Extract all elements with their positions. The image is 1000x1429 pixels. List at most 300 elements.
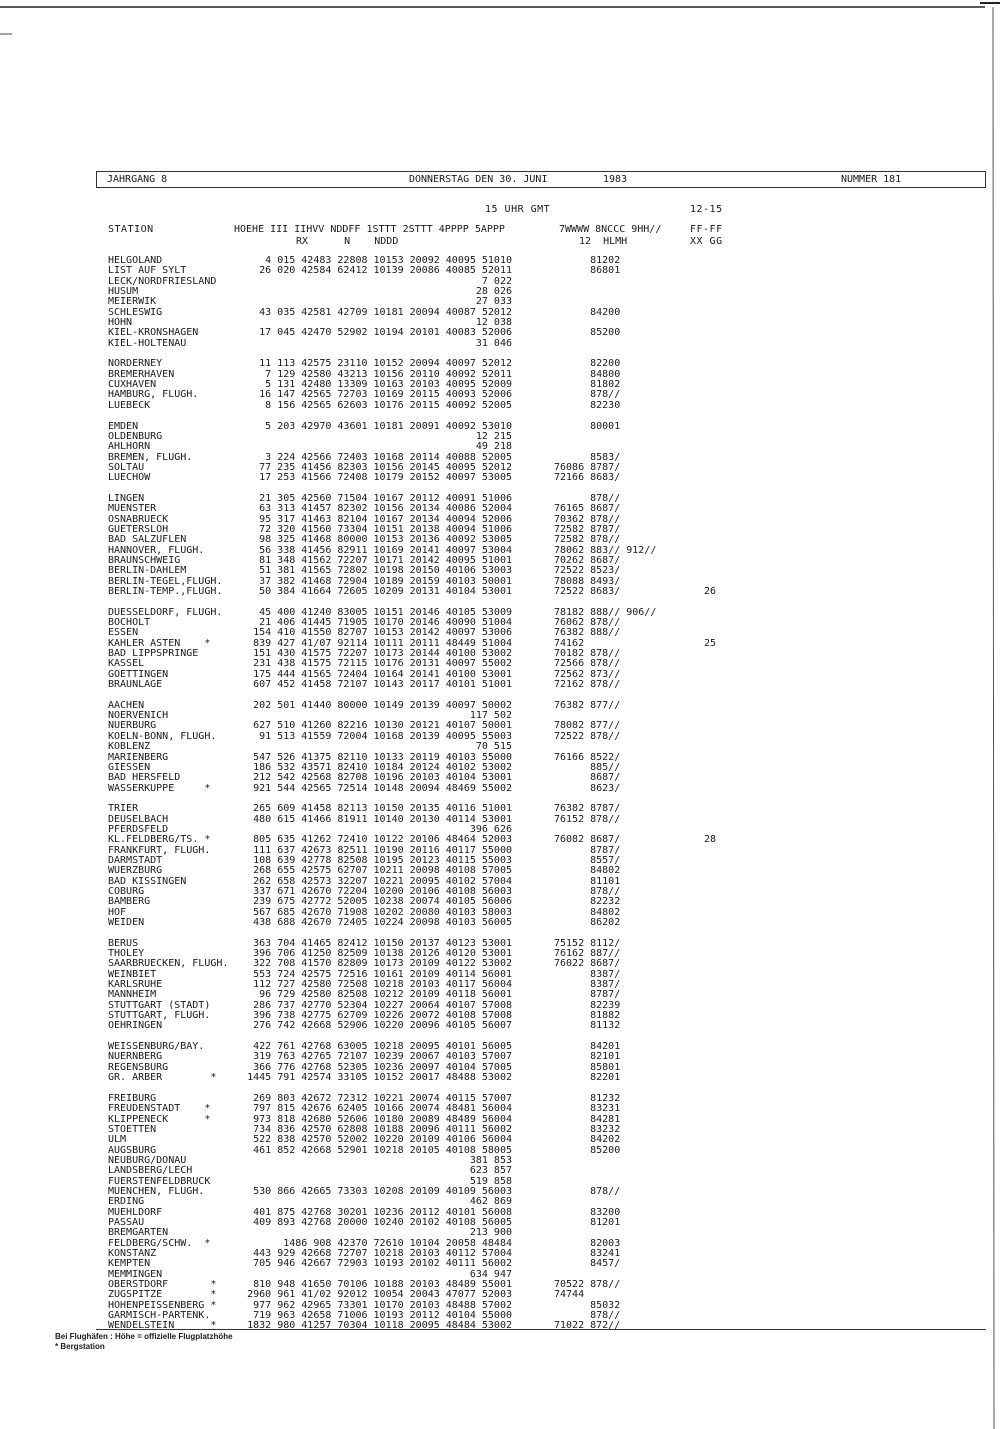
station-ff: [704, 784, 716, 794]
station-ff: [704, 308, 716, 318]
station-obs: 396 706 41250 82509 10138 20126 40120 53001: [253, 948, 512, 960]
station-extra: 76152 878//: [554, 813, 621, 825]
station-ff: [704, 1166, 716, 1176]
station-extra: 81882: [554, 1010, 621, 1022]
station-ff: [704, 1239, 716, 1249]
station-name: NOERVENICH: [108, 710, 169, 722]
station-ff: [704, 1259, 716, 1269]
station-ff: [704, 1311, 716, 1321]
station-obs: 72 320 41560 73304 10151 20138 40094 51006: [259, 523, 512, 535]
station-obs: 265 609 41458 82113 10150 20135 40116 51001: [253, 803, 512, 815]
station-ff: [704, 442, 716, 452]
station-obs: 530 866 42665 73303 10208 20109 40109 56003: [253, 1185, 512, 1197]
station-ff: [704, 432, 716, 442]
station-extra: 76022 8687/: [554, 958, 621, 970]
station-name: FREUDENSTADT *: [108, 1103, 211, 1115]
station-obs: 2960 961 41/02 92012 10054 20043 47077 52003: [247, 1289, 512, 1301]
station-ff: [704, 380, 716, 390]
station-obs: 438 688 42670 72405 10224 20098 40103 56005: [253, 917, 512, 928]
station-name: KIEL-HOLTENAU: [108, 337, 187, 349]
station-name: KL.FELDBERG/TS. *: [108, 834, 211, 846]
station-ff: [704, 959, 716, 969]
station-extra: 72166 8683/: [554, 472, 621, 484]
station-ff: [704, 1187, 716, 1197]
station-ff: [704, 1280, 716, 1290]
station-ff: [704, 1042, 716, 1052]
station-obs: 17 253 41566 72408 10179 20152 40097 53005: [259, 472, 512, 484]
station-name: DUESSELDORF, FLUGH.: [108, 606, 223, 618]
station-name: CUXHAVEN: [108, 379, 157, 391]
station-ff: [704, 1218, 716, 1228]
station-obs: 43 035 42581 42709 10181 20094 40087 52012: [259, 306, 512, 318]
station-ff: [704, 732, 716, 742]
station-ff: [704, 401, 716, 411]
station-ff: [704, 990, 716, 1000]
station-extra: 82101: [554, 1051, 621, 1063]
station-extra: 81202: [554, 255, 621, 266]
station-ff: [704, 256, 716, 266]
station-extra: 72562 873//: [554, 668, 621, 680]
station-name: FUERSTENFELDBRUCK: [108, 1175, 211, 1187]
station-extra: 8557/: [554, 854, 621, 866]
station-obs: 322 708 41570 82809 10173 20109 40122 53002: [253, 958, 512, 970]
station-ff: [704, 701, 716, 711]
station-obs: 805 635 41262 72410 10122 20106 48464 52003: [253, 834, 512, 846]
station-extra: 74162: [554, 637, 585, 649]
station-ff: [704, 494, 716, 504]
station-name: BAD SALZUFLEN: [108, 534, 187, 546]
station-obs: 1486 908 42370 72610 10104 20058 48484: [283, 1237, 512, 1249]
footnote-mountain: * Bergstation: [55, 1342, 105, 1351]
station-extra: 70362 878//: [554, 513, 621, 525]
station-extra: 72582 878//: [554, 534, 621, 546]
station-extra: 8583/: [554, 451, 621, 463]
station-header: STATION: [108, 224, 154, 235]
station-obs: 337 671 42670 72204 10200 20106 40108 56003: [253, 885, 512, 897]
station-name: HANNOVER, FLUGH.: [108, 544, 205, 556]
station-obs: 50 384 41664 72605 10209 20131 40104 53001: [259, 586, 512, 597]
station-extra: 72566 878//: [554, 658, 621, 670]
station-ff: [704, 525, 716, 535]
station-obs: 396 738 42775 62709 10226 20072 40108 57008: [253, 1010, 512, 1022]
station-obs: 276 742 42668 52906 10220 20096 40105 56007: [253, 1020, 512, 1032]
station-extra: 8457/: [554, 1258, 621, 1270]
station-name: PASSAU: [108, 1216, 145, 1228]
station-ff: [704, 908, 716, 918]
station-ff: [704, 1301, 716, 1311]
station-name: REGENSBURG: [108, 1061, 169, 1073]
station-obs: 12 215: [475, 430, 512, 442]
station-ff: [704, 1197, 716, 1207]
station-name: BERUS: [108, 937, 139, 949]
station-name: BREMEN, FLUGH.: [108, 451, 193, 463]
station-obs: 7 022: [481, 275, 512, 287]
station-name: MUENCHEN, FLUGH.: [108, 1185, 205, 1197]
header-box: [96, 171, 986, 188]
station-name: GUETERSLOH: [108, 523, 169, 535]
station-ff: [704, 266, 716, 276]
station-name: ERDING: [108, 1196, 145, 1208]
station-obs: 27 033: [475, 296, 512, 308]
station-obs: 95 317 41463 82104 10167 20134 40094 52006: [259, 513, 512, 525]
station-obs: 973 818 42680 52606 10180 20089 48489 56004: [253, 1113, 512, 1125]
station-obs: 567 685 42670 71908 10202 20080 40103 58003: [253, 906, 512, 918]
station-name: FRANKFURT, FLUGH.: [108, 844, 211, 856]
station-name: KONSTANZ: [108, 1248, 157, 1259]
station-extra: 85032: [554, 1299, 621, 1311]
station-ff: [704, 1208, 716, 1218]
station-extra: 76165 8687/: [554, 503, 621, 515]
station-obs: 21 406 41445 71905 10170 20146 40090 51004: [259, 617, 512, 629]
station-extra: 85801: [554, 1061, 621, 1073]
station-name: AACHEN: [108, 699, 145, 711]
station-extra: 70182 878//: [554, 648, 621, 660]
station-obs: 810 948 41650 70106 10188 20103 48489 55001: [253, 1279, 512, 1291]
station-extra: 878//: [554, 885, 621, 897]
time-label: 15 UHR GMT: [485, 204, 551, 215]
station-name: THOLEY: [108, 948, 145, 960]
station-extra: 76166 8522/: [554, 751, 621, 763]
station-obs: 623 857: [469, 1165, 512, 1177]
station-extra: 8687/: [554, 772, 621, 784]
station-extra: 86801: [554, 265, 621, 277]
station-extra: 76062 878//: [554, 617, 621, 629]
station-name: ULM: [108, 1134, 127, 1146]
station-ff: [704, 1104, 716, 1114]
station-obs: 522 838 42570 52002 10220 20109 40106 56004: [253, 1134, 512, 1146]
code-header-line1: HOEHE III IIHVV NDDFF 1STTT 2STTT 4PPPP 5APPP: [234, 224, 505, 235]
station-name: LUECHOW: [108, 472, 151, 484]
station-obs: 396 626: [469, 823, 512, 835]
station-extra: [554, 339, 656, 349]
station-ff: [704, 359, 716, 369]
code-header-line2b: 12 HLMH: [579, 236, 628, 247]
station-name: ESSEN: [108, 627, 139, 639]
station-name: BAD KISSINGEN: [108, 875, 187, 887]
station-extra: [554, 742, 656, 752]
station-extra: 8787/: [554, 989, 621, 1001]
station-name: DARMSTADT: [108, 854, 163, 866]
station-ff: 26: [704, 586, 717, 597]
station-name: GIESSEN: [108, 761, 151, 773]
station-ff: [704, 1321, 716, 1331]
station-ff: [704, 721, 716, 731]
station-extra: 72522 8683/: [554, 586, 621, 597]
station-obs: 734 836 42570 62808 10188 20096 40111 56002: [253, 1123, 512, 1135]
station-name: AHLHORN: [108, 441, 151, 453]
station-obs: 5 203 42970 43601 10181 20091 40092 53010: [265, 420, 512, 432]
station-name: NEUBURG/DONAU: [108, 1154, 187, 1166]
station-obs: 112 727 42580 72508 10218 20103 40117 56004: [253, 979, 512, 991]
station-obs: 151 430 41575 72207 10173 20144 40100 53002: [253, 648, 512, 660]
station-name: LINGEN: [108, 492, 145, 504]
station-name: GOETTINGEN: [108, 668, 169, 680]
station-name: GR. ARBER *: [108, 1072, 217, 1084]
station-ff: [704, 473, 716, 483]
station-name: HAMBURG, FLUGH.: [108, 389, 199, 401]
station-ff: [704, 939, 716, 949]
station-obs: 37 382 41468 72904 10189 20159 40103 50001: [259, 575, 512, 587]
station-name: BERLIN-TEMP.,FLUGH.: [108, 586, 223, 597]
station-obs: 63 313 41457 82302 10156 20134 40086 52004: [259, 503, 512, 515]
station-obs: 91 513 41559 72004 10168 20139 40095 55003: [259, 730, 512, 742]
station-extra: 878//: [554, 1185, 621, 1197]
station-name: HOHN: [108, 317, 133, 329]
station-extra: 83241: [554, 1248, 621, 1259]
station-ff: [704, 763, 716, 773]
station-obs: 422 761 42768 63005 10218 20095 40101 56005: [253, 1041, 512, 1053]
station-obs: 239 675 42772 52005 10238 20074 40105 56006: [253, 896, 512, 908]
station-obs: 212 542 42568 82708 10196 20103 40104 53001: [253, 772, 512, 784]
station-extra: [554, 442, 656, 452]
station-extra: [554, 1156, 656, 1166]
station-name: MEMMINGEN: [108, 1268, 163, 1280]
station-obs: 401 875 42768 30201 10236 20112 40101 56008: [253, 1206, 512, 1218]
station-name: STUTTGART, FLUGH.: [108, 1010, 211, 1022]
footnote-airports: Bei Flughäfen : Höhe = offizielle Flugplatzhöhe: [55, 1332, 233, 1341]
time-range: 12-15: [690, 204, 723, 215]
station-extra: 78088 8493/: [554, 575, 621, 587]
station-ff: [704, 1001, 716, 1011]
station-extra: 878//: [554, 1310, 621, 1322]
station-obs: 17 045 42470 52902 10194 20101 40083 52006: [259, 327, 512, 339]
station-extra: 76162 887//: [554, 948, 621, 960]
station-name: OLDENBURG: [108, 430, 163, 442]
station-name: LECK/NORDFRIESLAND: [108, 275, 217, 287]
station-extra: 81101: [554, 875, 621, 887]
station-obs: 269 803 42672 72312 10221 20074 40115 57007: [253, 1092, 512, 1104]
station-obs: 49 218: [475, 441, 512, 453]
station-obs: 797 815 42676 62405 10166 20074 48481 56004: [253, 1103, 512, 1115]
station-extra: 74744: [554, 1289, 585, 1301]
station-ff: [704, 742, 716, 752]
station-extra: 75152 8112/: [554, 937, 621, 949]
station-ff: [704, 318, 716, 328]
station-ff: [704, 1021, 716, 1031]
station-ff: [704, 546, 716, 556]
station-name: WEISSENBURG/BAY.: [108, 1041, 205, 1053]
station-obs: 461 852 42668 52901 10218 20105 40108 58005: [253, 1144, 512, 1156]
station-ff: [704, 773, 716, 783]
station-ff: [704, 1125, 716, 1135]
station-obs: 1832 980 41257 70304 10118 20095 48484 53002: [247, 1320, 512, 1332]
station-obs: 111 637 42673 82511 10190 20116 40117 55000: [253, 844, 512, 856]
station-name: WUERZBURG: [108, 865, 163, 877]
station-ff: [704, 1156, 716, 1166]
station-obs: 16 147 42565 72703 10169 20115 40093 52006: [259, 389, 512, 401]
station-name: HELGOLAND: [108, 255, 163, 266]
station-obs: 231 438 41575 72115 10176 20131 40097 55002: [253, 658, 512, 670]
station-name: HUSUM: [108, 286, 139, 298]
station-ff: [704, 711, 716, 721]
station-obs: 480 615 41466 81911 10140 20130 40114 53001: [253, 813, 512, 825]
station-obs: 8 156 42565 62603 10176 20115 40092 52005: [265, 399, 512, 411]
station-obs: 443 929 42668 72707 10218 20103 40112 57004: [253, 1248, 512, 1259]
station-ff: 25: [704, 637, 717, 649]
station-name: MUENSTER: [108, 503, 157, 515]
station-extra: 84800: [554, 368, 621, 380]
station-extra: [554, 287, 656, 297]
station-ff: [704, 846, 716, 856]
station-obs: 977 962 42965 73301 10170 20103 48488 57002: [253, 1299, 512, 1311]
code-header-line2: RX N NDDD: [296, 236, 399, 247]
station-obs: 70 515: [475, 741, 512, 753]
station-ff: [704, 887, 716, 897]
observation-column: [232, 256, 512, 1332]
station-ff: [704, 753, 716, 763]
station-obs: 213 900: [469, 1227, 512, 1239]
year: 1983: [603, 174, 628, 185]
station-extra: 82239: [554, 999, 621, 1011]
station-ff: [704, 866, 716, 876]
station-name: SAARBRUECKEN, FLUGH.: [108, 958, 229, 970]
station-name: LIST AUF SYLT: [108, 265, 187, 277]
station-obs: 627 510 41260 82216 10130 20121 40107 50001: [253, 720, 512, 732]
station-ff: [704, 949, 716, 959]
station-obs: 4 015 42483 22808 10153 20092 40095 51010: [265, 255, 512, 266]
station-name: SCHLESWIG: [108, 306, 163, 318]
station-extra: 80001: [554, 420, 621, 432]
station-ff: [704, 339, 716, 349]
station-name: WEINBIET: [108, 968, 157, 980]
station-obs: 175 444 41565 72404 10164 20141 40100 53001: [253, 668, 512, 680]
station-ff: [704, 1270, 716, 1280]
station-obs: 11 113 42575 23110 10152 20094 40097 52012: [259, 358, 512, 370]
station-extra: 885//: [554, 761, 621, 773]
station-extra: 878//: [554, 492, 621, 504]
station-column: [108, 256, 228, 1332]
station-obs: 81 348 41562 72207 10171 20142 40095 51001: [259, 554, 512, 566]
station-obs: 26 020 42584 62412 10139 20086 40085 52011: [259, 265, 512, 277]
station-obs: 21 305 42560 71504 10167 20112 40091 51006: [259, 492, 512, 504]
station-ff: [704, 670, 716, 680]
station-extra: 81232: [554, 1092, 621, 1104]
station-name: GARMISCH-PARTENK.: [108, 1310, 211, 1322]
station-obs: 366 776 42768 52305 10236 20097 40104 57005: [253, 1061, 512, 1073]
station-name: FELDBERG/SCHW. *: [108, 1237, 211, 1249]
station-obs: 319 763 42765 72107 10239 20067 40103 57007: [253, 1051, 512, 1063]
ff-header-1: FF-FF: [690, 224, 723, 235]
station-extra: 81201: [554, 1216, 621, 1228]
station-name: SOLTAU: [108, 461, 145, 473]
station-extra: 84200: [554, 306, 621, 318]
bottom-rule: [96, 1329, 986, 1330]
station-extra: 83232: [554, 1123, 621, 1135]
station-name: DEUSELBACH: [108, 813, 169, 825]
station-extra: 72162 878//: [554, 679, 621, 691]
station-obs: 186 532 43571 82410 10184 20124 40102 53002: [253, 761, 512, 773]
station-ff: 28: [704, 834, 717, 846]
station-ff: [704, 277, 716, 287]
station-extra: 76382 888//: [554, 627, 621, 639]
station-ff: [704, 504, 716, 514]
station-ff: [704, 804, 716, 814]
station-name: KEMPTEN: [108, 1258, 151, 1270]
ff-header-2: XX GG: [690, 236, 723, 247]
station-ff: [704, 1094, 716, 1104]
station-name: FREIBURG: [108, 1092, 157, 1104]
extra-column: [554, 256, 656, 1332]
jahrgang: JAHRGANG 8: [107, 174, 168, 185]
station-obs: 1445 791 42574 33105 10152 20017 48488 53002: [247, 1072, 512, 1084]
station-obs: 154 410 41550 82707 10153 20142 40097 53006: [253, 627, 512, 639]
station-name: MANNHEIM: [108, 989, 157, 1001]
station-ff: [704, 566, 716, 576]
station-extra: 83200: [554, 1206, 621, 1218]
station-extra: 82003: [554, 1237, 621, 1249]
station-extra: 83231: [554, 1103, 621, 1115]
station-ff: [704, 422, 716, 432]
station-extra: 76086 8787/: [554, 461, 621, 473]
station-extra: 70262 8687/: [554, 554, 621, 566]
station-name: BRAUNLAGE: [108, 679, 163, 691]
station-name: MUEHLDORF: [108, 1206, 163, 1218]
station-name: MEIERWIK: [108, 296, 157, 308]
station-name: HOHENPEISSENBERG *: [108, 1299, 217, 1311]
station-obs: 45 400 41240 83005 10151 20146 40105 53009: [259, 606, 512, 618]
station-obs: 547 526 41375 82110 10133 20119 40103 55000: [253, 751, 512, 763]
station-ff: [704, 463, 716, 473]
station-obs: 839 427 41/07 92114 10111 20111 48449 51004: [253, 637, 512, 649]
station-ff: [704, 918, 716, 928]
station-obs: 5 131 42480 13309 10163 20103 40095 52009: [265, 379, 512, 391]
station-obs: 519 858: [469, 1175, 512, 1187]
station-extra: 85200: [554, 1144, 621, 1156]
station-extra: [554, 1166, 656, 1176]
station-extra: 84201: [554, 1041, 621, 1053]
station-extra: 82200: [554, 358, 621, 370]
station-ff: [704, 1063, 716, 1073]
station-extra: 70522 878//: [554, 1279, 621, 1291]
station-extra: 78082 877//: [554, 720, 621, 732]
station-name: BRAUNSCHWEIG: [108, 554, 181, 566]
station-extra: 76382 877//: [554, 699, 621, 711]
station-name: STUTTGART (STADT): [108, 999, 211, 1011]
station-obs: 28 026: [475, 286, 512, 298]
station-obs: 921 544 42565 72514 10148 20094 48469 55002: [253, 782, 512, 794]
station-name: EMDEN: [108, 420, 139, 432]
station-name: LUEBECK: [108, 399, 151, 411]
station-obs: 96 729 42580 82508 10212 20109 40118 56001: [259, 989, 512, 1001]
station-ff: [704, 556, 716, 566]
station-name: OSNABRUECK: [108, 513, 169, 525]
date: DONNERSTAG DEN 30. JUNI: [409, 174, 548, 185]
station-ff: [704, 390, 716, 400]
station-ff: [704, 649, 716, 659]
station-obs: 202 501 41440 80000 10149 20139 40097 50002: [253, 699, 512, 711]
station-extra: 71022 872//: [554, 1320, 621, 1332]
station-obs: 268 655 42575 62707 10211 20098 40108 57005: [253, 865, 512, 877]
station-ff: [704, 1073, 716, 1083]
station-name: KOBLENZ: [108, 741, 151, 753]
station-name: MARIENBERG: [108, 751, 169, 763]
station-ff: [704, 877, 716, 887]
station-name: BREMERHAVEN: [108, 368, 175, 380]
station-ff: [704, 815, 716, 825]
station-obs: 363 704 41465 82412 10150 20137 40123 53001: [253, 937, 512, 949]
station-extra: 84202: [554, 1134, 621, 1146]
station-obs: 607 452 41458 72107 10143 20117 40101 51001: [253, 679, 512, 691]
station-extra: [554, 277, 656, 287]
station-name: NUERBURG: [108, 720, 157, 732]
station-ff: [704, 328, 716, 338]
station-ff: [704, 897, 716, 907]
station-ff: [704, 287, 716, 297]
station-name: BERLIN-DAHLEM: [108, 565, 187, 577]
station-name: BAD LIPPSPRINGE: [108, 648, 199, 660]
station-ff: [704, 1146, 716, 1156]
station-obs: 117 502: [469, 710, 512, 722]
